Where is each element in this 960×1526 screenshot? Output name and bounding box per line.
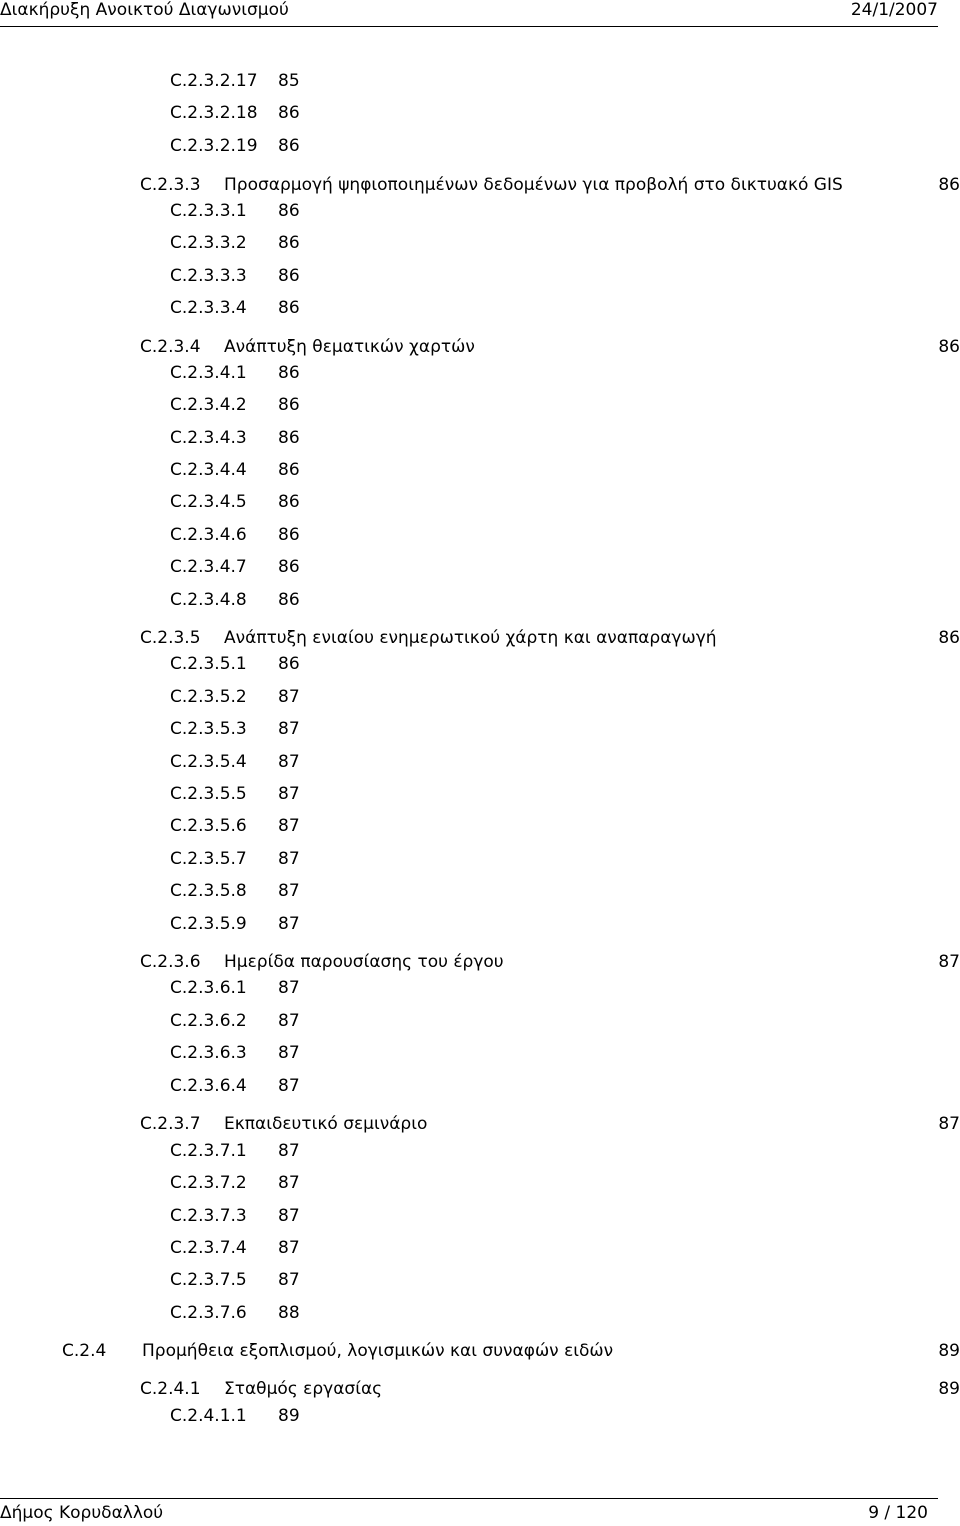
toc-entry-number: C.2.4.1.1 bbox=[170, 1406, 247, 1426]
toc-entry-number: C.2.3.2.18 bbox=[170, 103, 258, 123]
toc-entry-number: C.2.3.4.7 bbox=[170, 557, 247, 577]
toc-entry-number: C.2.3.6.2 bbox=[170, 1011, 247, 1031]
toc-entry-number: C.2.3.6.1 bbox=[170, 978, 247, 998]
toc-entry-number: C.2.3.4.3 bbox=[170, 428, 247, 448]
toc-entry[interactable] bbox=[0, 362, 960, 384]
toc-entry-number: C.2.3.7.4 bbox=[170, 1238, 247, 1258]
toc-entry-page: 86 bbox=[938, 175, 960, 195]
toc-entry[interactable] bbox=[0, 174, 960, 196]
toc-entry-number: C.2.3.3.4 bbox=[170, 298, 247, 318]
toc-entry[interactable] bbox=[0, 1405, 960, 1427]
toc-entry-number: C.2.3.6.3 bbox=[170, 1043, 247, 1063]
toc-entry-page: 87 bbox=[938, 1114, 960, 1134]
toc-entry-number: C.2.4.1 bbox=[140, 1379, 201, 1399]
toc-entry[interactable] bbox=[0, 336, 960, 358]
toc-entry[interactable] bbox=[0, 1378, 960, 1400]
toc-entry[interactable] bbox=[0, 1075, 960, 1097]
toc-entry-page: 87 bbox=[278, 1076, 300, 1096]
toc-entry[interactable] bbox=[0, 718, 960, 740]
toc-entry-number: C.2.3.3.2 bbox=[170, 233, 247, 253]
toc-entry-number: C.2.3.5 bbox=[140, 628, 201, 648]
toc-entry-page: 87 bbox=[278, 978, 300, 998]
toc-entry-number: C.2.3.3.1 bbox=[170, 201, 247, 221]
toc-entry-page: 87 bbox=[278, 881, 300, 901]
toc-entry[interactable] bbox=[0, 913, 960, 935]
toc-entry-page: 89 bbox=[938, 1379, 960, 1399]
toc-entry[interactable] bbox=[0, 427, 960, 449]
toc-entry-title: Σταθμός εργασίας bbox=[224, 1379, 383, 1399]
toc-entry-title: Ημερίδα παρουσίασης του έργου bbox=[224, 952, 504, 972]
toc-entry-page: 88 bbox=[278, 1303, 300, 1323]
toc-entry-page: 87 bbox=[278, 752, 300, 772]
toc-entry-number: C.2.3.4 bbox=[140, 337, 201, 357]
toc-entry-number: C.2.3.5.7 bbox=[170, 849, 247, 869]
toc-entry-number: C.2.3.3.3 bbox=[170, 266, 247, 286]
toc-entry-number: C.2.3.5.3 bbox=[170, 719, 247, 739]
toc-entry[interactable] bbox=[0, 1172, 960, 1194]
toc-entry[interactable] bbox=[0, 589, 960, 611]
toc-entry-number: C.2.3.2.17 bbox=[170, 71, 258, 91]
document-date: 24/1/2007 bbox=[850, 0, 938, 20]
toc-entry[interactable] bbox=[0, 102, 960, 124]
toc-entry-page: 86 bbox=[278, 590, 300, 610]
toc-entry[interactable] bbox=[0, 627, 960, 649]
toc-entry[interactable] bbox=[0, 1042, 960, 1064]
toc-entry-number: C.2.3.5.6 bbox=[170, 816, 247, 836]
toc-entry[interactable] bbox=[0, 1237, 960, 1259]
municipality-name: Δήμος Κορυδαλλού bbox=[0, 1503, 164, 1523]
toc-entry[interactable] bbox=[0, 1269, 960, 1291]
toc-entry[interactable] bbox=[0, 977, 960, 999]
toc-entry-number: C.2.3.5.8 bbox=[170, 881, 247, 901]
toc-entry[interactable] bbox=[0, 1140, 960, 1162]
toc-entry-page: 87 bbox=[278, 1141, 300, 1161]
toc-entry-page: 87 bbox=[278, 1043, 300, 1063]
toc-entry-number: C.2.3.7 bbox=[140, 1114, 201, 1134]
toc-entry-title: Προμήθεια εξοπλισμού, λογισμικών και συναφών ειδών bbox=[142, 1341, 614, 1361]
toc-entry-page: 87 bbox=[278, 719, 300, 739]
toc-entry-page: 86 bbox=[278, 363, 300, 383]
toc-entry-page: 86 bbox=[278, 654, 300, 674]
toc-entry-title: Εκπαιδευτικό σεμινάριο bbox=[224, 1114, 428, 1134]
toc-entry[interactable] bbox=[0, 783, 960, 805]
toc-entry-number: C.2.3.5.5 bbox=[170, 784, 247, 804]
toc-entry-page: 86 bbox=[938, 628, 960, 648]
toc-entry[interactable] bbox=[0, 265, 960, 287]
toc-entry-page: 87 bbox=[278, 1206, 300, 1226]
toc-entry-page: 86 bbox=[278, 233, 300, 253]
toc-entry[interactable] bbox=[0, 232, 960, 254]
page-footer bbox=[0, 1498, 938, 1526]
toc-entry[interactable] bbox=[0, 1010, 960, 1032]
toc-entry[interactable] bbox=[0, 880, 960, 902]
toc-entry-page: 87 bbox=[278, 1173, 300, 1193]
toc-entry[interactable] bbox=[0, 459, 960, 481]
toc-entry-number: C.2.3.6.4 bbox=[170, 1076, 247, 1096]
toc-entry[interactable] bbox=[0, 815, 960, 837]
toc-entry-number: C.2.3.4.5 bbox=[170, 492, 247, 512]
toc-entry-number: C.2.3.4.4 bbox=[170, 460, 247, 480]
toc-entry[interactable] bbox=[0, 1340, 960, 1362]
toc-entry-page: 85 bbox=[278, 71, 300, 91]
toc-entry-page: 87 bbox=[278, 1270, 300, 1290]
toc-entry[interactable] bbox=[0, 653, 960, 675]
toc-entry-page: 86 bbox=[278, 201, 300, 221]
toc-entry[interactable] bbox=[0, 1113, 960, 1135]
toc-entry-number: C.2.3.2.19 bbox=[170, 136, 258, 156]
toc-entry-number: C.2.3.7.2 bbox=[170, 1173, 247, 1193]
toc-entry-number: C.2.3.5.9 bbox=[170, 914, 247, 934]
toc-entry[interactable] bbox=[0, 491, 960, 513]
toc-entry-page: 87 bbox=[278, 914, 300, 934]
toc-entry-number: C.2.3.7.5 bbox=[170, 1270, 247, 1290]
toc-entry-page: 87 bbox=[278, 849, 300, 869]
toc-entry-number: C.2.3.5.4 bbox=[170, 752, 247, 772]
page-number: 9 / 120 bbox=[868, 1503, 928, 1523]
toc-entry[interactable] bbox=[0, 1205, 960, 1227]
toc-entry-number: C.2.3.3 bbox=[140, 175, 201, 195]
toc-entry[interactable] bbox=[0, 848, 960, 870]
toc-entry-number: C.2.3.7.3 bbox=[170, 1206, 247, 1226]
toc-entry[interactable] bbox=[0, 297, 960, 319]
toc-entry-page: 87 bbox=[278, 1238, 300, 1258]
toc-entry-number: C.2.3.5.1 bbox=[170, 654, 247, 674]
toc-entry[interactable] bbox=[0, 524, 960, 546]
toc-entry[interactable] bbox=[0, 200, 960, 222]
toc-entry[interactable] bbox=[0, 751, 960, 773]
toc-entry-page: 86 bbox=[278, 266, 300, 286]
toc-entry-page: 89 bbox=[938, 1341, 960, 1361]
toc-entry-number: C.2.3.7.1 bbox=[170, 1141, 247, 1161]
toc-entry-page: 86 bbox=[278, 395, 300, 415]
toc-entry-page: 87 bbox=[278, 687, 300, 707]
toc-entry-page: 86 bbox=[278, 460, 300, 480]
toc-entry-page: 86 bbox=[278, 557, 300, 577]
toc-entry-page: 86 bbox=[278, 136, 300, 156]
toc-entry-page: 86 bbox=[278, 492, 300, 512]
toc-entry-page: 86 bbox=[278, 103, 300, 123]
toc-entry-page: 86 bbox=[278, 525, 300, 545]
toc-entry[interactable] bbox=[0, 1302, 960, 1324]
toc-entry-number: C.2.3.5.2 bbox=[170, 687, 247, 707]
toc-entry-title: Ανάπτυξη θεματικών χαρτών bbox=[224, 337, 475, 357]
toc-entry-title: Ανάπτυξη ενιαίου ενημερωτικού χάρτη και αναπαραγωγή bbox=[224, 628, 717, 648]
toc-entry-number: C.2.3.7.6 bbox=[170, 1303, 247, 1323]
toc-entry[interactable] bbox=[0, 70, 960, 92]
toc-entry-page: 87 bbox=[278, 784, 300, 804]
toc-entry-page: 86 bbox=[938, 337, 960, 357]
document-title: Διακήρυξη Ανοικτού Διαγωνισμού bbox=[0, 0, 289, 20]
toc-entry-page: 87 bbox=[938, 952, 960, 972]
toc-entry-number: C.2.3.4.6 bbox=[170, 525, 247, 545]
toc-entry-page: 89 bbox=[278, 1406, 300, 1426]
toc-entry-title: Προσαρμογή ψηφιοποιημένων δεδομένων για προβολή στο δικτυακό GIS bbox=[224, 175, 843, 195]
toc-entry-number: C.2.3.4.2 bbox=[170, 395, 247, 415]
toc-entry[interactable] bbox=[0, 556, 960, 578]
toc-entry-number: C.2.3.6 bbox=[140, 952, 201, 972]
toc-entry[interactable] bbox=[0, 951, 960, 973]
toc-entry-page: 87 bbox=[278, 816, 300, 836]
toc-entry-page: 87 bbox=[278, 1011, 300, 1031]
toc-entry-number: C.2.3.4.8 bbox=[170, 590, 247, 610]
toc-entry-number: C.2.4 bbox=[62, 1341, 107, 1361]
toc-entry[interactable] bbox=[0, 135, 960, 157]
toc-entry-page: 86 bbox=[278, 428, 300, 448]
toc-entry[interactable] bbox=[0, 686, 960, 708]
toc-entry-number: C.2.3.4.1 bbox=[170, 363, 247, 383]
toc-entry-page: 86 bbox=[278, 298, 300, 318]
toc-entry[interactable] bbox=[0, 394, 960, 416]
